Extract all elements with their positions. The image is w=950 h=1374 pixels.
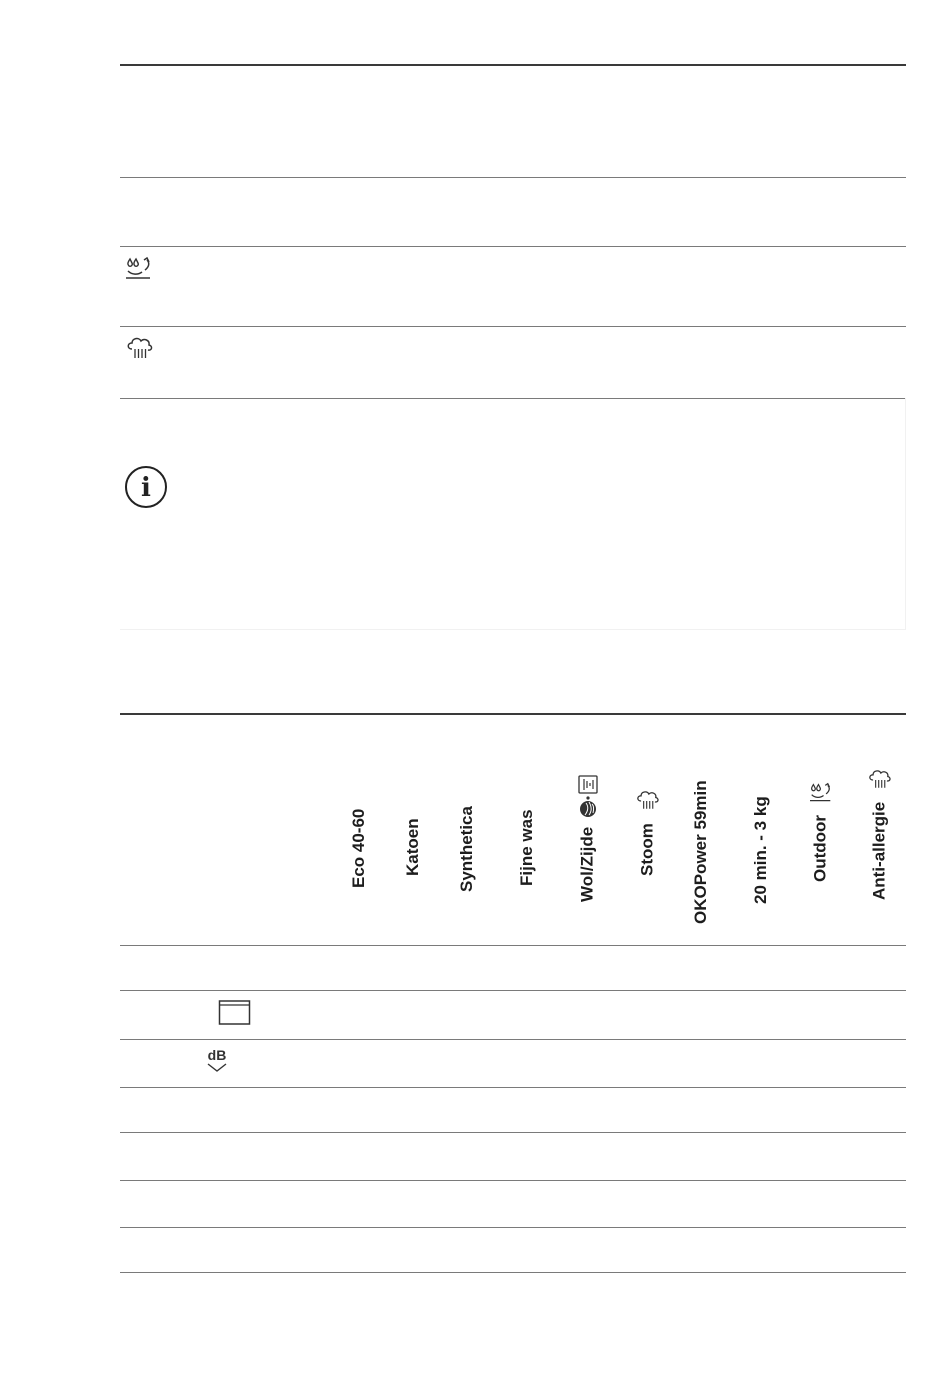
table-top-border	[120, 713, 906, 715]
db-icon-text: dB	[207, 1047, 227, 1063]
column-label: Eco 40-60	[349, 808, 368, 888]
outdoor-icon	[124, 256, 154, 287]
row-divider	[120, 326, 906, 327]
steam-icon	[867, 768, 893, 792]
row-divider	[120, 1272, 906, 1273]
column-label: Anti-allergie	[869, 801, 889, 900]
row-divider	[120, 246, 906, 247]
row-divider	[120, 990, 906, 991]
table-top-border	[120, 64, 906, 66]
row-divider	[120, 1132, 906, 1133]
outdoor-icon	[808, 782, 834, 804]
wool-icon	[577, 774, 599, 818]
column-label: Stoom	[637, 823, 657, 876]
info-icon	[124, 465, 168, 514]
row-divider	[120, 1039, 906, 1040]
column-label: Synthetica	[457, 806, 476, 892]
row-divider	[120, 945, 906, 946]
row-divider	[120, 1227, 906, 1228]
steam-icon	[635, 789, 661, 813]
column-label: OKOPower 59min	[691, 780, 710, 924]
row-divider	[120, 177, 906, 178]
row-divider	[120, 1180, 906, 1181]
drum-icon	[218, 999, 252, 1032]
column-label: Outdoor	[810, 814, 830, 882]
info-note	[120, 398, 906, 630]
column-label: Wol/Zijde	[577, 826, 597, 902]
column-label: 20 min. - 3 kg	[751, 796, 770, 904]
steam-icon	[125, 336, 155, 367]
row-divider	[120, 1087, 906, 1088]
column-label: Fijne was	[517, 809, 536, 886]
db-silent-icon	[203, 1046, 233, 1081]
column-label: Katoen	[403, 818, 422, 876]
info-icon-symbol: i	[141, 473, 151, 503]
